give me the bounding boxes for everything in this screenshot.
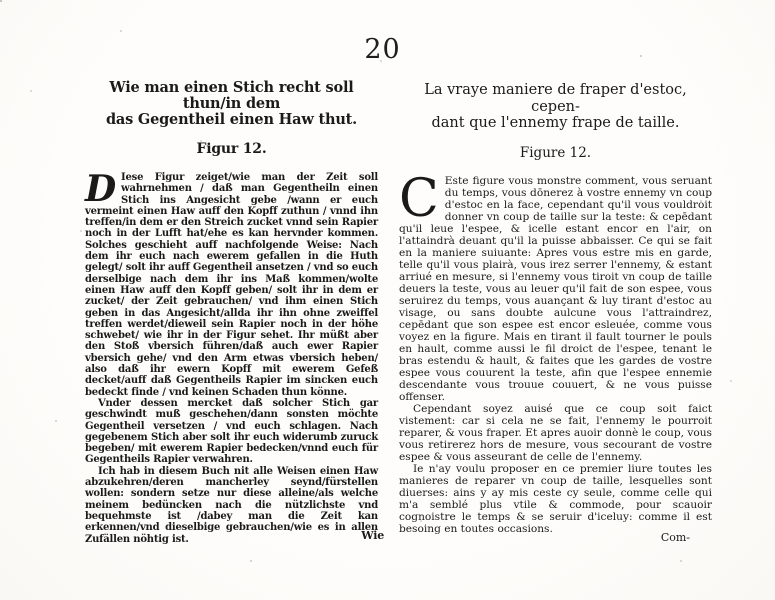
german-paragraph-3: Ich hab in diesem Buch nit alle Weisen einen Haw abzukehren/deren mancherley seynd/fürstellen wollen: sondern setze nur diese alleine/als welche meinem bedüncken nach die nützlichste vnd bequehmste ist /dabey man die Zeit kan erkennen/vnd dieselbige gebrauchen/wie es in allen Zufällen nöhtig ist. (85, 465, 378, 545)
french-heading (399, 82, 712, 132)
german-paragraph-1 (85, 168, 378, 398)
french-heading-line2: dant que l'ennemy frape de taille. (431, 115, 680, 131)
german-drop-cap: D (85, 168, 117, 210)
german-heading-line2: das Gegentheil einen Haw thut. (105, 111, 358, 128)
french-paragraph-3: Ie n'ay voulu proposer en ce premier liure toutes les manieres de reparer vn coup de taille, lesquelles sont diuerses: ains y ay mis ceste cy seule, comme celle qui m'a semblé plus vtile & commode, pour scauoir cognoistre le temps & se seruir d'iceluy: comme il est besoing en toutes occasions. (399, 462, 712, 535)
german-body (85, 168, 378, 545)
french-column (399, 82, 712, 544)
german-heading (85, 80, 378, 128)
french-body (399, 168, 712, 535)
french-paragraph-1 (399, 168, 712, 403)
german-heading-line1: Wie man einen Stich recht soll thun/in dem (109, 79, 354, 112)
scan-noise (0, 0, 2, 2)
french-figure-label: Figure 12. (519, 144, 592, 161)
french-paragraph-1-text: Este figure vous monstre comment, vous seruant du temps, vous dōnerez à vostre ennemy vn coup d'estoc en la face, cependant qu'il vous vouldroit donner vn coup de taille sur la teste: & cepēdant qu'il leue l'espee, & icelle estant encor en l'air, on l'attaindrà deuant qu'il la puisse abbaisser. Ce qui se fait en la maniere suiuante: Apres vous estre mis en garde, telle qu'il vous plairà, vous irez serrer l'ennemy, & estant arriué en mesure, si l'ennemy vous tiroit vn coup de taille deuers la teste, vous au leuer qu'il fait de son espee, vous seruirez du temps, vous auançant & luy tirant d'estoc au visage, ou sans doubte aulcune vous l'attraindrez, cepēdant que son espee est encor esleuée, comme vous voyez en la figure. Mais en tirant il fault tourner le pouls en hault, comme aussi le fil droict de l'espee, tenant le bras estendu & hault, & faites que les gardes de vostre espee vous couurent la teste, afin que l'espee ennemie descendante vous trouue couuert, & ne vous puisse offenser. (399, 174, 712, 403)
german-paragraph-1-text: Iese Figur zeiget/wie man der Zeit soll wahrnehmen / daß man Gegentheiln einen Stich ins Angesicht gebe /wann er euch vermeint einen Haw auff den Kopff zuthun / vnnd ihn treffen/in dem er den Streich zucket vnnd sein Rapier noch in der Lufft hat/ehe es kan hervnder kommen. Solches geschieht auff nachfolgende Weise: Nach dem ihr euch nach ewerem gefallen in die Huth gelegt/ solt ihr auff Gegentheil ansetzen / vnd so euch derselbige nach dem ihr ins Maß kommen/wolte einen Haw auff den Kopff geben/ solt ihr in dem er zucket/ der Zeit gebrauchen/ vnd ihm einen Stich geben in das Angesicht/allda ihr ihn ohne zweiffel treffen werdet/dieweil sein Rapier noch in der höhe schwebet/ wie ihr in der Figur sehet. Ihr müßt aber den Stoß vbersich führen/daß auch ewer Rapier vbersich gehe/ vnd den Arm etwas vbersich heben/ also daß ihr ewern Kopff mit ewerem Gefeß decket/auff daß Gegentheils Rapier im sincken euch bedeckt finde / vnd keinen Schaden thun könne. (85, 172, 378, 398)
page-number: 20 (364, 34, 401, 65)
french-heading-line1: La vraye maniere de fraper d'estoc, cepen- (424, 82, 687, 115)
french-catchword: Com- (660, 531, 690, 544)
french-paragraph-2: Cependant soyez auisé que ce coup soit faict vistement: car si cela ne se fait, l'ennemy le pourroit reparer, & vous fraper. Et apres auoir donnè le coup, vous vous retirerez hors de mesure, vous secourant de vostre espee & vous asseurant de celle de l'ennemy. (399, 402, 712, 463)
german-paragraph-2: Vnder dessen mercket daß solcher Stich gar geschwindt muß geschehen/dann sonsten möchte Gegentheil versetzen / vnd euch schlagen. Nach gegebenem Stich aber solt ihr euch widerumb zuruck begeben/ mit ewerem Rapier bedecken/vnnd euch für Gegentheils Rapier verwahren. (85, 397, 378, 466)
german-catchword: Wie (361, 529, 384, 542)
german-figure-label: Figur 12. (196, 141, 267, 157)
german-column (85, 79, 384, 545)
french-drop-cap: C (399, 168, 439, 229)
